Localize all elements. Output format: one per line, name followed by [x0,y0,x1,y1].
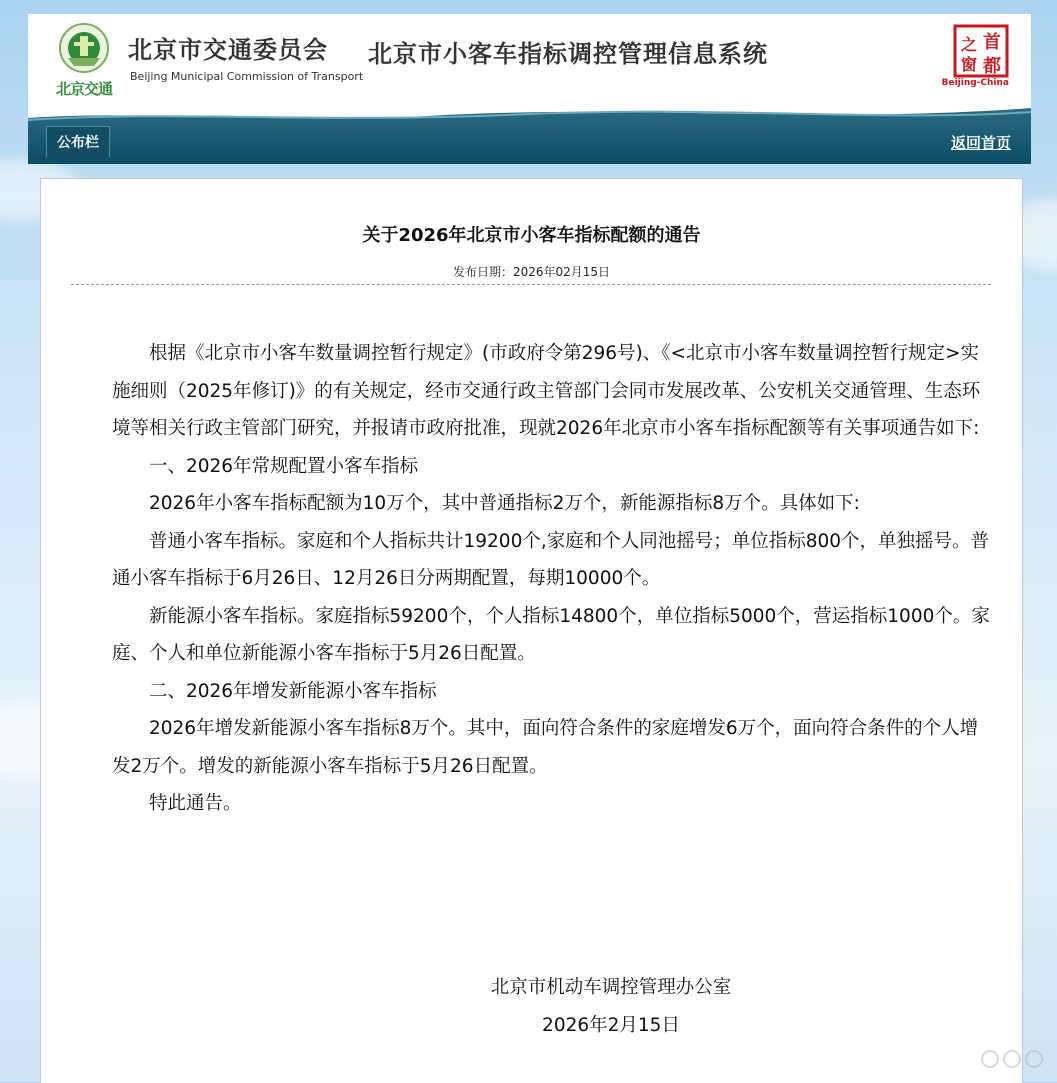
notice-body [112,335,994,823]
tab-notice-board[interactable]: 公布栏 [46,126,110,157]
watermark-dots [981,1050,1043,1068]
seal-char: 之 [961,35,978,54]
signature-date: 2026年2月15日 [542,1015,680,1036]
seal-char: 窗 [961,55,978,74]
seal-caption: Beijing-China [941,78,1009,88]
section-heading: 二、2026年增发新能源小客车指标 [149,680,437,702]
paragraph: 特此通告。 [149,793,242,814]
system-title: 北京市小客车指标调控管理信息系统 [368,40,768,68]
paragraph: 普通小客车指标。家庭和个人指标共计19200个,家庭和个人同池摇号；单位指标800个，单独摇号。普通小客车指标于6月26日、12月26日分两期配置，每期10000个。 [112,530,990,589]
notice-panel [40,178,1023,1083]
watermark-dot [1003,1050,1021,1068]
watermark-dot [981,1050,999,1068]
paragraph: 2026年增发新能源小客车指标8万个。其中，面向符合条件的家庭增发6万个，面向符合条件的个人增发2万个。增发的新能源小客车指标于5月26日配置。 [112,718,979,777]
divider [71,284,991,285]
logo-text: 北京交通 [56,80,113,98]
paragraph: 新能源小客车指标。家庭指标59200个，个人指标14800个，单位指标5000个，营运指标1000个。家庭、个人和单位新能源小客车指标于5月26日配置。 [112,605,990,664]
watermark-dot [1025,1050,1043,1068]
publish-date: 发布日期：2026年02月15日 [452,265,611,279]
notice-title: 关于2026年北京市小客车指标配额的通告 [362,225,701,246]
transport-logo [46,18,122,102]
paragraph: 2026年小客车指标配额为10万个，其中普通指标2万个，新能源指标8万个。具体如下: [149,493,860,514]
org-name-en: Beijing Municipal Commission of Transport [130,70,364,83]
signature-office: 北京市机动车调控管理办公室 [490,977,732,998]
nav-wave-decoration [28,102,1031,126]
back-home-link[interactable]: 返回首页 [950,134,1011,152]
seal-char: 都 [983,56,1001,77]
nav-bar [28,102,1031,164]
section-heading: 一、2026年常规配置小客车指标 [149,455,419,477]
org-name-cn: 北京市交通委员会 [128,36,328,64]
seal-char: 首 [983,32,1001,53]
paragraph: 根据《北京市小客车数量调控暂行规定》(市政府令第296号)、《<北京市小客车数量调控暂行规定>实施细则（2025年修订)》的有关规定，经市交通行政主管部门会同市发展改革、公安机关交通管理、生态环境等相关行政主管部门研究，并报请市政府批准，现就2026年北京市小客车指标配额等有关事项通告如下: [112,343,981,439]
site-header [28,14,1031,102]
